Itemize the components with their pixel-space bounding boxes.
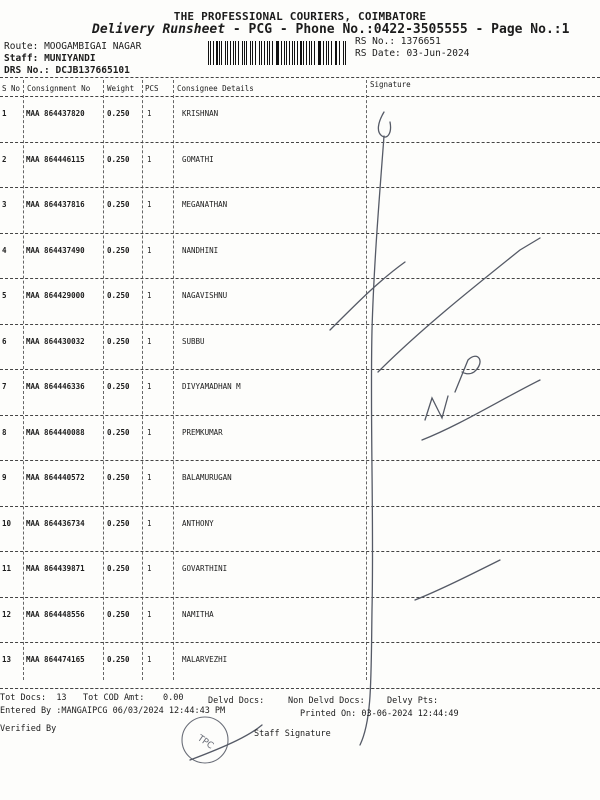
stamp-text: TPC bbox=[195, 733, 216, 752]
barcode bbox=[208, 41, 348, 65]
barcode-bar bbox=[331, 41, 332, 65]
barcode-bar bbox=[227, 41, 228, 65]
row-consignee: PREMKUMAR bbox=[182, 427, 223, 437]
row-weight: 0.250 bbox=[107, 609, 130, 619]
row-consignment-no: MAA 864474165 bbox=[26, 655, 85, 664]
row-weight: 0.250 bbox=[107, 382, 130, 391]
barcode-bar bbox=[300, 41, 302, 65]
row-weight: 0.250 bbox=[107, 109, 130, 118]
barcode-bar bbox=[306, 41, 307, 65]
row-weight: 0.250 bbox=[107, 655, 130, 664]
col-consignment: Consignment No bbox=[27, 84, 91, 93]
company-name: THE PROFESSIONAL COURIERS, COIMBATORE bbox=[173, 10, 427, 23]
barcode-bar bbox=[250, 41, 251, 65]
row-pcs: 1 bbox=[147, 473, 152, 482]
barcode-bar bbox=[284, 41, 285, 65]
row-pcs: 1 bbox=[147, 382, 152, 391]
barcode-bar bbox=[339, 41, 341, 65]
row-consignment-no: MAA 864436734 bbox=[26, 518, 85, 528]
barcode-bar bbox=[343, 41, 344, 65]
row-pcs: 1 bbox=[147, 427, 152, 437]
row-consignee: DIVYAMADHAN M bbox=[182, 382, 241, 391]
row-pcs: 1 bbox=[147, 245, 152, 255]
row-pcs: 1 bbox=[147, 336, 152, 346]
row-consignment-no: MAA 864446336 bbox=[26, 382, 85, 391]
row-consignee: NAGAVISHNU bbox=[182, 291, 228, 300]
row-consignment-no: MAA 864448556 bbox=[26, 609, 85, 619]
row-consignee: KRISHNAN bbox=[182, 109, 219, 118]
barcode-bar bbox=[294, 41, 295, 65]
table-row bbox=[0, 552, 600, 597]
row-weight: 0.250 bbox=[107, 518, 130, 528]
table-row bbox=[0, 461, 600, 506]
barcode-bar bbox=[318, 41, 319, 65]
barcode-bar bbox=[319, 41, 321, 65]
barcode-bar bbox=[272, 41, 273, 65]
row-sno: 13 bbox=[2, 655, 12, 664]
row-weight: 0.250 bbox=[107, 200, 130, 209]
rs-no-value: 1376651 bbox=[400, 36, 441, 47]
barcode-bar bbox=[255, 41, 256, 65]
barcode-bar bbox=[289, 41, 290, 65]
barcode-bar bbox=[242, 41, 243, 65]
barcode-bar bbox=[303, 41, 304, 65]
row-consignee: BALAMURUGAN bbox=[182, 473, 232, 482]
drs-value: DCJB137665101 bbox=[55, 65, 130, 76]
row-consignee: NAMITHA bbox=[182, 609, 214, 619]
barcode-bar bbox=[311, 41, 312, 65]
col-weight: Weight bbox=[107, 84, 135, 93]
barcode-bar bbox=[345, 41, 346, 65]
row-consignment-no: MAA 864437820 bbox=[26, 109, 85, 118]
table-row bbox=[0, 143, 600, 188]
barcode-bar bbox=[281, 41, 282, 65]
table-row bbox=[0, 188, 600, 233]
row-sno: 7 bbox=[2, 382, 7, 391]
row-consignment-no: MAA 864440088 bbox=[26, 427, 85, 437]
barcode-bar bbox=[230, 41, 231, 65]
barcode-bar bbox=[309, 41, 310, 65]
barcode-bar bbox=[276, 41, 277, 65]
table-row bbox=[0, 416, 600, 461]
row-sno: 11 bbox=[2, 564, 12, 573]
row-pcs: 1 bbox=[147, 609, 152, 619]
row-consignment-no: MAA 864439871 bbox=[26, 564, 85, 573]
row-weight: 0.250 bbox=[107, 427, 130, 437]
barcode-bar bbox=[213, 41, 214, 65]
rs-date-line bbox=[355, 48, 469, 59]
table-row bbox=[0, 643, 600, 688]
barcode-bar bbox=[264, 41, 265, 65]
barcode-bar bbox=[252, 41, 254, 65]
table-row bbox=[0, 234, 600, 279]
col-pcs: PCS bbox=[145, 84, 159, 93]
barcode-bar bbox=[259, 41, 260, 65]
barcode-bar bbox=[238, 41, 239, 65]
barcode-bar bbox=[233, 41, 234, 65]
row-pcs: 1 bbox=[147, 154, 152, 164]
row-sno: 3 bbox=[2, 200, 7, 209]
row-consignment-no: MAA 864440572 bbox=[26, 473, 85, 482]
route-line bbox=[4, 41, 141, 52]
rs-no-line bbox=[355, 36, 441, 47]
printed-on: Printed On: 03-06-2024 12:44:49 bbox=[300, 709, 459, 719]
barcode-bar bbox=[269, 41, 270, 65]
barcode-bar bbox=[216, 41, 218, 65]
row-consignee: ANTHONY bbox=[182, 518, 214, 528]
table-row bbox=[0, 507, 600, 552]
barcode-bar bbox=[208, 41, 209, 65]
barcode-bar bbox=[225, 41, 226, 65]
barcode-bar bbox=[297, 41, 298, 65]
barcode-bar bbox=[292, 41, 293, 65]
runsheet-title-rest: - PCG - Phone No.:0422-3505555 - Page No.:1 bbox=[225, 22, 570, 37]
row-consignee: SUBBU bbox=[182, 336, 205, 346]
row-sno: 6 bbox=[2, 336, 7, 346]
row-sno: 1 bbox=[2, 109, 7, 118]
table-row bbox=[0, 598, 600, 643]
row-pcs: 1 bbox=[147, 109, 152, 118]
row-pcs: 1 bbox=[147, 655, 152, 664]
signature-stroke bbox=[190, 725, 262, 760]
barcode-bar bbox=[210, 41, 211, 65]
row-pcs: 1 bbox=[147, 564, 152, 573]
row-weight: 0.250 bbox=[107, 473, 130, 482]
row-sno: 9 bbox=[2, 473, 7, 482]
row-consignee: GOVARTHINI bbox=[182, 564, 228, 573]
delvd-docs: Delvd Docs: bbox=[208, 696, 265, 706]
table-row bbox=[0, 370, 600, 415]
route-label: Route: bbox=[4, 41, 39, 52]
table-row bbox=[0, 279, 600, 324]
rs-date-value: 03-Jun-2024 bbox=[406, 48, 470, 59]
row-sno: 12 bbox=[2, 609, 12, 619]
tot-cod bbox=[83, 693, 144, 703]
tot-cod-label: Tot COD Amt: bbox=[83, 693, 145, 703]
route-value: MOOGAMBIGAI NAGAR bbox=[44, 41, 142, 52]
row-consignee: GOMATHI bbox=[182, 154, 214, 164]
table-row bbox=[0, 97, 600, 142]
row-sno: 4 bbox=[2, 245, 7, 255]
drs-label: DRS No.: bbox=[4, 65, 50, 76]
row-consignment-no: MAA 864430032 bbox=[26, 336, 85, 346]
barcode-bar bbox=[244, 41, 245, 65]
row-sno: 10 bbox=[2, 518, 12, 528]
barcode-bar bbox=[328, 41, 329, 65]
row-weight: 0.250 bbox=[107, 291, 130, 300]
row-weight: 0.250 bbox=[107, 564, 130, 573]
entered-by: Entered By :MANGAIPCG 06/03/2024 12:44:43 PM bbox=[0, 706, 226, 716]
footer-divider bbox=[0, 688, 600, 689]
staff-label: Staff: bbox=[4, 53, 39, 64]
row-consignment-no: MAA 864429000 bbox=[26, 291, 85, 300]
barcode-bar bbox=[267, 41, 268, 65]
barcode-bar bbox=[277, 41, 279, 65]
barcode-bar bbox=[219, 41, 220, 65]
rs-date-label: RS Date: bbox=[355, 48, 401, 59]
barcode-bar bbox=[286, 41, 287, 65]
runsheet-title bbox=[92, 22, 569, 37]
tot-docs-value: 13 bbox=[56, 693, 67, 703]
header-divider bbox=[0, 77, 600, 78]
tot-docs-label: Tot Docs: bbox=[0, 693, 47, 703]
row-weight: 0.250 bbox=[107, 154, 130, 164]
barcode-bar bbox=[326, 41, 327, 65]
row-weight: 0.250 bbox=[107, 336, 130, 346]
barcode-bar bbox=[323, 41, 324, 65]
row-sno: 2 bbox=[2, 154, 7, 164]
delvy-pts: Delvy Pts: bbox=[387, 696, 439, 706]
staff-value: MUNIYANDI bbox=[44, 53, 96, 64]
barcode-bar bbox=[261, 41, 262, 65]
col-consignee: Consignee Details bbox=[177, 84, 254, 93]
col-signature: Signature bbox=[370, 80, 411, 89]
barcode-bar bbox=[235, 41, 237, 65]
row-pcs: 1 bbox=[147, 291, 152, 300]
runsheet-title-italic: Delivery Runsheet bbox=[92, 22, 226, 37]
tot-docs bbox=[0, 693, 67, 703]
row-consignment-no: MAA 864437490 bbox=[26, 245, 85, 255]
barcode-bar bbox=[335, 41, 336, 65]
rs-no-label: RS No.: bbox=[355, 36, 396, 47]
row-sno: 8 bbox=[2, 427, 7, 437]
row-consignment-no: MAA 864437816 bbox=[26, 200, 85, 209]
row-consignee: NANDHINI bbox=[182, 245, 219, 255]
row-consignment-no: MAA 864446115 bbox=[26, 154, 85, 164]
barcode-bar bbox=[246, 41, 247, 65]
barcode-bar bbox=[314, 41, 315, 65]
barcode-bar bbox=[221, 41, 222, 65]
drs-line bbox=[4, 65, 130, 76]
stamp-circle bbox=[182, 717, 228, 763]
row-sno: 5 bbox=[2, 291, 7, 300]
row-pcs: 1 bbox=[147, 200, 152, 209]
col-sno: S No bbox=[2, 84, 21, 93]
staff-line bbox=[4, 53, 96, 64]
barcode-bar bbox=[336, 41, 337, 65]
row-weight: 0.250 bbox=[107, 245, 130, 255]
row-consignee: MEGANATHAN bbox=[182, 200, 228, 209]
verified-by: Verified By bbox=[0, 724, 57, 734]
non-delvd-docs: Non Delvd Docs: bbox=[288, 696, 365, 706]
staff-signature: Staff Signature bbox=[254, 729, 331, 739]
row-pcs: 1 bbox=[147, 518, 152, 528]
row-consignee: MALARVEZHI bbox=[182, 655, 228, 664]
table-row bbox=[0, 325, 600, 370]
tot-cod-amount: 0.00 bbox=[163, 693, 184, 703]
